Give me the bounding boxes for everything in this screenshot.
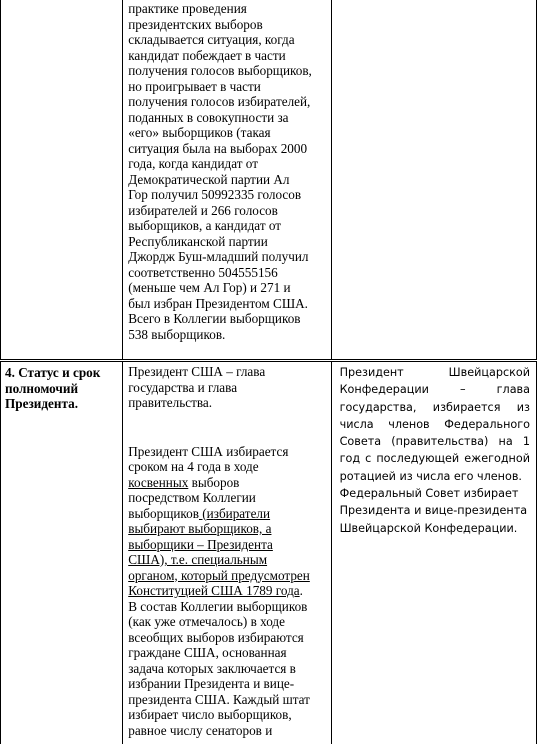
usa-elections-line: но проигрывает в части [128,78,261,94]
cell-usa-elections [123,0,331,360]
usa-elections-line: избирателей и 266 голосов [128,202,278,218]
usa-term-line [128,614,326,630]
usa-term-fragment: задача которых заключается в [128,660,296,676]
usa-elections-line: президентских выборов [128,16,263,32]
usa-term-fragment: Конституцией США 1789 года [128,583,300,598]
usa-term-line [128,583,326,599]
comparison-table-top [0,0,537,360]
cell-usa-status [123,362,331,744]
usa-elections-text [123,0,330,342]
usa-paragraph-election-term [128,444,326,739]
usa-term-line [128,630,326,646]
usa-term-fragment: равное числу сенаторов и [128,722,273,738]
usa-term-fragment: президента США. Каждый штат [128,691,310,707]
usa-term-line [128,537,326,553]
usa-term-fragment: органом, который предусмотрен [128,567,310,583]
usa-term-fragment: выборов [188,474,240,490]
usa-elections-line: Джордж Буш-младший получил [128,249,309,264]
usa-term-line [128,599,326,615]
usa-elections-line: поданных в совокупности за [128,109,289,125]
usa-term-fragment: избирает число выборщиков, [128,707,292,722]
usa-head-line: правительства. [128,395,213,410]
usa-term-fragment: В состав Коллегии выборщиков [128,598,308,614]
usa-elections-line: года, когда кандидат от [128,156,258,171]
usa-elections-line: Демократической партии Ал [128,171,290,187]
usa-term-fragment: выборщиков [128,505,199,521]
usa-elections-line: складывается ситуация, когда [128,32,295,47]
usa-term-line [128,568,326,584]
usa-term-line [128,707,326,723]
usa-term-line [128,552,326,568]
usa-term-fragment: избрании Президента и вице- [128,676,295,691]
heading-line: 4. Статус и срок [5,365,101,380]
usa-term-line [128,444,326,460]
usa-term-line [128,475,326,491]
usa-term-fragment: . [299,583,303,598]
heading-line: полномочий [5,380,79,396]
usa-term-line [128,661,326,677]
usa-term-fragment: выбирают выборщиков, а [128,521,272,536]
criterion-heading [1,362,122,412]
usa-term-line [128,692,326,708]
switzerland-status-text [332,362,536,537]
usa-elections-line: получения голосов выборщиков, [128,63,312,78]
usa-elections-line: был избран Президентом США. [128,295,308,311]
table-row-status [1,362,537,744]
cell-switzerland-empty [331,0,536,360]
usa-term-line [128,506,326,522]
usa-head-line: Президент США – глава [128,364,266,379]
usa-term-line [128,490,326,506]
usa-paragraph-head-of-state [128,364,326,411]
usa-term-fragment: (как уже отмечалось) в ходе [128,614,285,629]
usa-term-fragment: граждане США, основанная [128,645,287,660]
switzerland-paragraph-federal-council: Федеральный Совет избирает Президента и вице-президента Швейцарской Конфедерации. [339,487,528,535]
cell-criterion-empty [1,0,123,360]
cell-switzerland-status [331,362,536,744]
cell-criterion-status [1,362,123,744]
usa-elections-line: (меньше чем Ал Гор) и 271 и [128,280,291,295]
switzerland-paragraph-president: Президент Швейцарской Конфедерации – глава государства, избирается из числа членов Федерального Совета (правительства) на 1 год с последующей ежегодной ротацией из числа его членов. [339,366,530,483]
usa-elections-line: кандидат побеждает в части [128,47,286,63]
usa-term-fragment: выборщики – Президента [128,536,273,552]
heading-line: Президента. [5,396,78,411]
usa-elections-line: практике проведения [128,1,247,16]
usa-status-text [123,362,330,738]
usa-term-fragment: посредством Коллегии [128,490,256,505]
usa-elections-line: Всего в Коллегии выборщиков [128,311,301,326]
usa-elections-line: ситуация была на выборах 2000 [128,140,308,156]
usa-term-fragment: сроком на 4 года в ходе [128,459,259,474]
usa-elections-line: выборщиков, а кандидат от [128,218,282,233]
usa-term-fragment: (избиратели [198,505,271,521]
usa-term-fragment: США), т.е. специальным [128,552,268,567]
usa-term-line [128,645,326,661]
usa-elections-line: Гор получил 50992335 голосов [128,187,302,202]
usa-term-fragment: всеобщих выборов избираются [128,629,304,645]
usa-term-line [128,676,326,692]
comparison-table-status [0,361,537,744]
usa-term-fragment: Президент США избирается [128,443,289,459]
table-row-elections [1,0,537,360]
usa-elections-line: 538 выборщиков. [128,326,226,342]
usa-elections-line: получения голосов избирателей, [128,94,311,109]
usa-elections-line: Республиканской партии [128,233,268,249]
usa-elections-line: «его» выборщиков (такая [128,125,271,140]
usa-term-line [128,521,326,537]
usa-term-line [128,459,326,475]
usa-head-line: государства и глава [128,379,238,395]
usa-elections-line: соответственно 504555156 [128,264,278,280]
usa-term-line [128,723,326,739]
usa-term-fragment: косвенных [128,474,189,490]
